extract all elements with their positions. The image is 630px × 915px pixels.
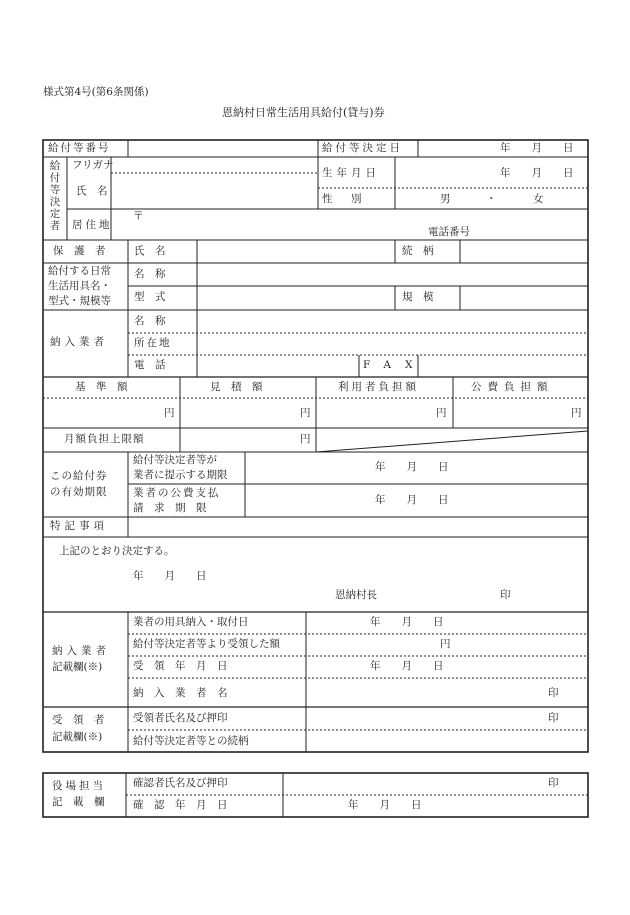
vendor-entry-label-1: 納入業者: [52, 645, 110, 657]
vendor-entry-row-received: 給付等決定者等より受領した額: [133, 638, 280, 650]
guardian-name-label: 氏 名: [134, 245, 166, 257]
amount-header-standard: 基 準 額: [75, 381, 128, 393]
vendor-entry-yen: 円: [440, 638, 451, 650]
amount-header-user: 利用者負担額: [338, 381, 419, 393]
vendor-entry-label-2: 記載欄(※): [52, 661, 103, 673]
validity-row1-line2: 業者に提示する期限: [133, 469, 228, 481]
receiver-entry-seal: 印: [548, 712, 559, 724]
vendor-fax-label: FAX: [363, 359, 427, 371]
validity-row1-line1: 給付等決定者等が: [133, 454, 217, 466]
decision-date-label: 給付等決定日: [322, 142, 403, 154]
ticket-number-label: 給付等番号: [48, 142, 111, 154]
equipment-scale-label: 規 模: [402, 291, 434, 303]
yen-estimate: 円: [300, 407, 311, 419]
birth-label: 生年月日: [322, 167, 380, 179]
address-label: 居住地: [72, 219, 113, 231]
yen-monthly-cap: 円: [300, 433, 311, 445]
furigana-label: フリガナ: [72, 159, 114, 171]
vendor-entry-receipt-date: 年 月 日: [370, 660, 444, 672]
vendor-entry-seal: 印: [548, 687, 559, 699]
vendor-label: 納入業者: [50, 336, 108, 348]
equipment-name-label: 名 称: [134, 268, 166, 280]
vendor-entry-row-delivery: 業者の用具納入・取付日: [133, 616, 249, 628]
vendor-entry-delivery-date: 年 月 日: [370, 616, 444, 628]
recipient-group-label: 給付等決定者: [49, 160, 61, 232]
guardian-label: 保 護 者: [53, 245, 106, 257]
receiver-entry-row-relation: 給付等決定者等との続柄: [133, 735, 249, 747]
decision-date: 年 月 日: [133, 570, 207, 582]
yen-user: 円: [436, 407, 447, 419]
mayor-seal: 印: [500, 589, 511, 601]
sex-male: 男: [440, 193, 451, 205]
form-title: 恩納村日常生活用具給付(貸与)券: [222, 106, 385, 119]
receiver-entry-label-1: 受 領 者: [52, 714, 105, 726]
office-seal: 印: [548, 777, 559, 789]
vendor-address-label: 所在地: [134, 337, 172, 349]
validity-row2-line2: 請 求 期 限: [133, 502, 207, 514]
office-label-1: 役場担当: [52, 780, 106, 792]
office-row-confirmer: 確認者氏名及び押印: [133, 777, 228, 789]
vendor-phone-label: 電 話: [134, 359, 166, 371]
sex-dot: ・: [486, 193, 497, 205]
amount-header-public: 公費負担額: [471, 381, 554, 393]
validity-label-2: の有効期限: [50, 486, 108, 498]
guardian-relation-label: 続 柄: [402, 245, 434, 257]
validity-date-2: 年 月 日: [375, 494, 449, 506]
sex-female: 女: [533, 193, 544, 205]
sex-label: 性 別: [322, 193, 366, 205]
birth-value: 年 月 日: [500, 167, 574, 179]
office-label-2: 記 載 欄: [52, 796, 105, 808]
equipment-label-1: 給付する日常: [48, 265, 111, 277]
amount-header-estimate: 見 積 額: [210, 381, 263, 393]
notes-label: 特記事項: [50, 520, 108, 532]
monthly-cap-label: 月額負担上限額: [64, 433, 145, 445]
name-label: 氏 名: [76, 185, 108, 197]
validity-row2-line1: 業者の公費支払: [133, 487, 221, 499]
office-row-date: 確 認 年 月 日: [133, 799, 228, 811]
equipment-label-2: 生活用具名・: [48, 280, 111, 292]
form-number: 様式第4号(第6条関係): [43, 86, 149, 98]
decision-text: 上記のとおり決定する。: [59, 545, 175, 557]
equipment-model-label: 型 式: [134, 291, 166, 303]
validity-label-1: この給付券: [50, 470, 108, 482]
mayor-label: 恩納村長: [335, 589, 377, 601]
receiver-entry-label-2: 記載欄(※): [52, 731, 103, 743]
postal-mark: 〒: [133, 210, 144, 222]
phone-label: 電話番号: [428, 226, 470, 238]
vendor-name-label: 名 称: [134, 315, 166, 327]
office-date-value: 年 月 日: [348, 799, 422, 811]
equipment-label-3: 型式・規模等: [48, 295, 111, 307]
validity-date-1: 年 月 日: [375, 461, 449, 473]
yen-public: 円: [571, 407, 582, 419]
decision-date-value: 年 月 日: [500, 142, 574, 154]
yen-standard: 円: [164, 407, 175, 419]
receiver-entry-row-name: 受領者氏名及び押印: [133, 712, 228, 724]
vendor-entry-row-name: 納 入 業 者 名: [133, 687, 228, 699]
vendor-entry-row-date: 受 領 年 月 日: [133, 660, 228, 672]
